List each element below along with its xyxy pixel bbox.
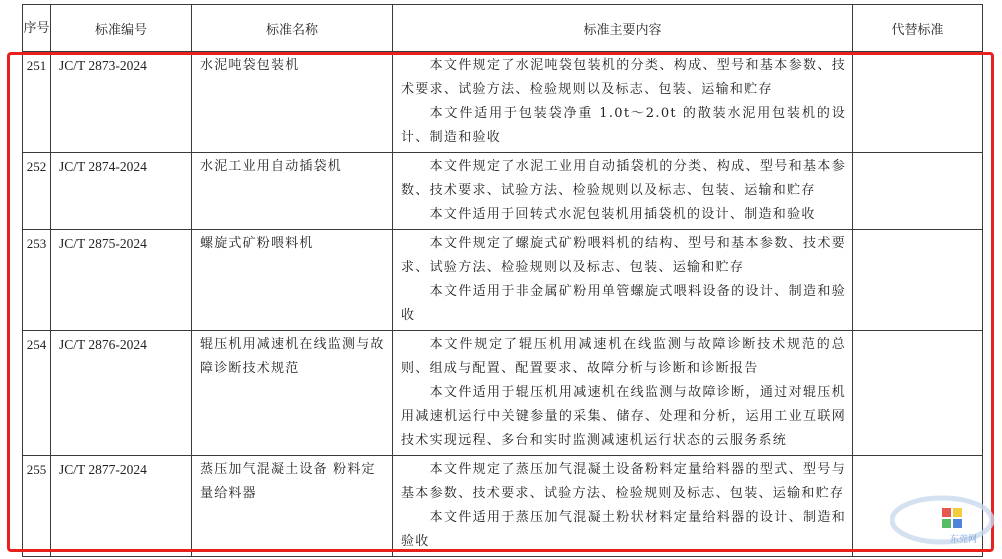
row-replaced <box>853 52 983 153</box>
table-row <box>23 153 983 230</box>
row-no: 255 <box>23 456 51 557</box>
row-code: JC/T 2875-2024 <box>51 230 192 331</box>
row-replaced <box>853 230 983 331</box>
content-scope: 本文件规定了蒸压加气混凝土设备粉料定量给料器的型式、型号与基本参数、技术要求、试验方法、检验规则及标志、包装、运输和贮存 <box>401 462 846 501</box>
table-row <box>23 331 983 456</box>
row-no: 251 <box>23 52 51 153</box>
row-no: 252 <box>23 153 51 230</box>
row-no: 253 <box>23 230 51 331</box>
row-code: JC/T 2873-2024 <box>51 52 192 153</box>
header-content: 标准主要内容 <box>393 5 853 52</box>
row-code: JC/T 2877-2024 <box>51 456 192 557</box>
watermark-text: 东莞网 <box>950 535 978 545</box>
row-name: 水泥吨袋包装机 <box>192 52 393 153</box>
table-row <box>23 456 983 557</box>
content-scope: 本文件规定了水泥工业用自动插袋机的分类、构成、型号和基本参数、技术要求、试验方法、检验规则以及标志、包装、运输和贮存 <box>401 159 846 198</box>
header-code: 标准编号 <box>51 5 192 52</box>
row-content <box>393 331 853 456</box>
row-content <box>393 456 853 557</box>
content-applicability: 本文件适用于包装袋净重 1.0t～2.0t 的散装水泥用包装机的设计、制造和验收 <box>401 106 846 145</box>
row-name: 螺旋式矿粉喂料机 <box>192 230 393 331</box>
row-name: 蒸压加气混凝土设备 粉料定量给料器 <box>192 456 393 557</box>
content-scope: 本文件规定了螺旋式矿粉喂料机的结构、型号和基本参数、技术要求、试验方法、检验规则以及标志、包装、运输和贮存 <box>401 236 846 275</box>
content-applicability: 本文件适用于蒸压加气混凝土粉状材料定量给料器的设计、制造和验收 <box>401 510 846 549</box>
row-replaced <box>853 153 983 230</box>
content-scope: 本文件规定了水泥吨袋包装机的分类、构成、型号和基本参数、技术要求、试验方法、检验规则以及标志、包装、运输和贮存 <box>401 58 846 97</box>
row-name: 辊压机用减速机在线监测与故障诊断技术规范 <box>192 331 393 456</box>
row-name: 水泥工业用自动插袋机 <box>192 153 393 230</box>
row-replaced <box>853 331 983 456</box>
table-row <box>23 52 983 153</box>
table-header-row <box>23 5 983 52</box>
row-content <box>393 52 853 153</box>
content-scope: 本文件规定了辊压机用减速机在线监测与故障诊断技术规范的总则、组成与配置、配置要求、故障分析与诊断和诊断报告 <box>401 337 846 376</box>
content-applicability: 本文件适用于回转式水泥包装机用插袋机的设计、制造和验收 <box>429 207 816 222</box>
header-name: 标准名称 <box>192 5 393 52</box>
header-no: 序号 <box>23 5 51 52</box>
row-no: 254 <box>23 331 51 456</box>
row-content <box>393 230 853 331</box>
row-code: JC/T 2874-2024 <box>51 153 192 230</box>
content-applicability: 本文件适用于辊压机用减速机在线监测与故障诊断，通过对辊压机用减速机运行中关键参量的采集、储存、处理和分析，运用工业互联网技术实现远程、多台和实时监测减速机运行状态的云服务系统 <box>401 385 846 448</box>
content-applicability: 本文件适用于非金属矿粉用单管螺旋式喂料设备的设计、制造和验收 <box>401 284 846 323</box>
row-content <box>393 153 853 230</box>
table-row <box>23 230 983 331</box>
row-code: JC/T 2876-2024 <box>51 331 192 456</box>
header-replaced: 代替标准 <box>853 5 983 52</box>
standards-table <box>22 4 983 557</box>
